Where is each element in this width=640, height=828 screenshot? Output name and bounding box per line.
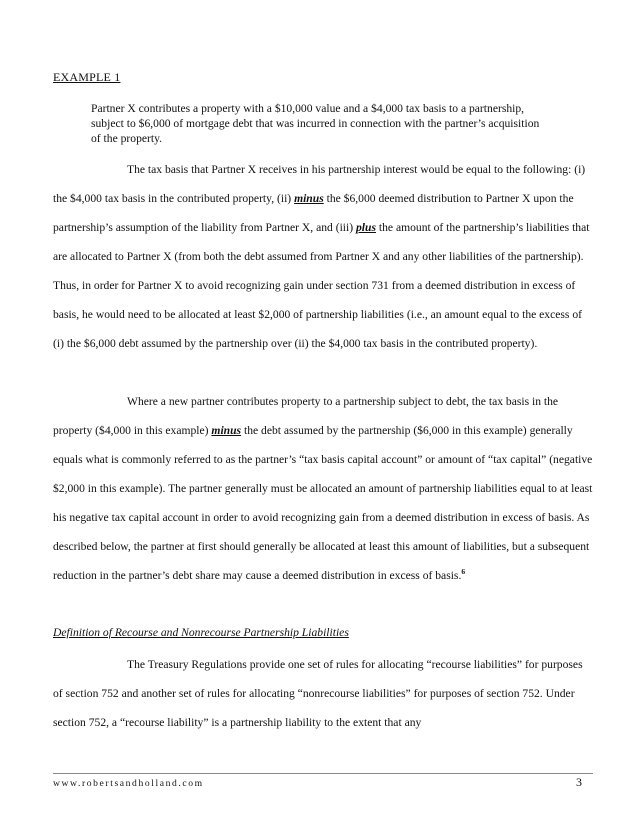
footnote-marker[interactable]: 6 [461,567,466,576]
paragraph-treasury-regulations [53,650,593,737]
paragraph-text: The Treasury Regulations provide one set of rules for allocating “recourse liabilities” for purposes of section 752 and another set of rules for allocating “nonrecourse liabilities” for purposes of section 752. Under section 752, a “recourse liability” is a partnership liability to the extent that any [53,658,583,729]
emphasis-minus: minus [294,192,324,205]
paragraph-text: The tax basis that Partner X receives in his partnership interest would be equal to the following: (i) the $4,000 tax basis in the contributed property, (ii) [53,163,586,205]
paragraph-text: the debt assumed by the partnership ($6,000 in this example) generally equals what is commonly referred to as the partner’s “tax basis capital account” or amount of “tax capital” (negative $2,000 in this example). The partner generally must be allocated an amount of partnership liabilities equal to at least his negative tax capital account in order to avoid recognizing gain from a deemed distribution in excess of basis. As described below, the partner at first should generally be allocated at least this amount of liabilities, but a subsequent reduction in the partner’s debt share may cause a deemed distribution in excess of basis. [53,424,593,582]
example-heading: EXAMPLE 1 [53,70,121,84]
footer-url[interactable]: www.robertsandholland.com [53,778,204,789]
page-number: 3 [576,775,582,789]
paragraph-tax-basis [53,155,593,358]
paragraph-new-partner [53,387,593,590]
footer-divider [53,773,593,774]
paragraph-text: the amount of the partnership’s liabilities that are allocated to Partner X (from both the debt assumed from Partner X and any other liabilities of the partnership). Thus, in order for Partner X to avoid recognizing gain under section 731 from a deemed distribution in excess of basis, he would need to be allocated at least $2,000 of partnership liabilities (i.e., an amount equal to the excess of (i) the $6,000 debt assumed by the partnership over (ii) the $4,000 tax basis in the contributed property). [53,221,590,350]
emphasis-plus: plus [356,221,376,234]
paragraph-text: Where a new partner contributes property to a partnership subject to debt, the tax basis in the property ($4,000 in this example) [53,395,559,437]
emphasis-minus: minus [211,424,242,437]
example-text: Partner X contributes a property with a $10,000 value and a $4,000 tax basis to a partnership, subject to $6,000 of mortgage debt that was incurred in connection with the partner’s acquisition of the property. [91,102,540,145]
section-heading: Definition of Recourse and Nonrecourse Partnership Liabilities [53,626,349,639]
paragraph-text: the $6,000 deemed distribution to Partner X upon the partnership’s assumption of the liability from Partner X, and (iii) [53,192,574,234]
